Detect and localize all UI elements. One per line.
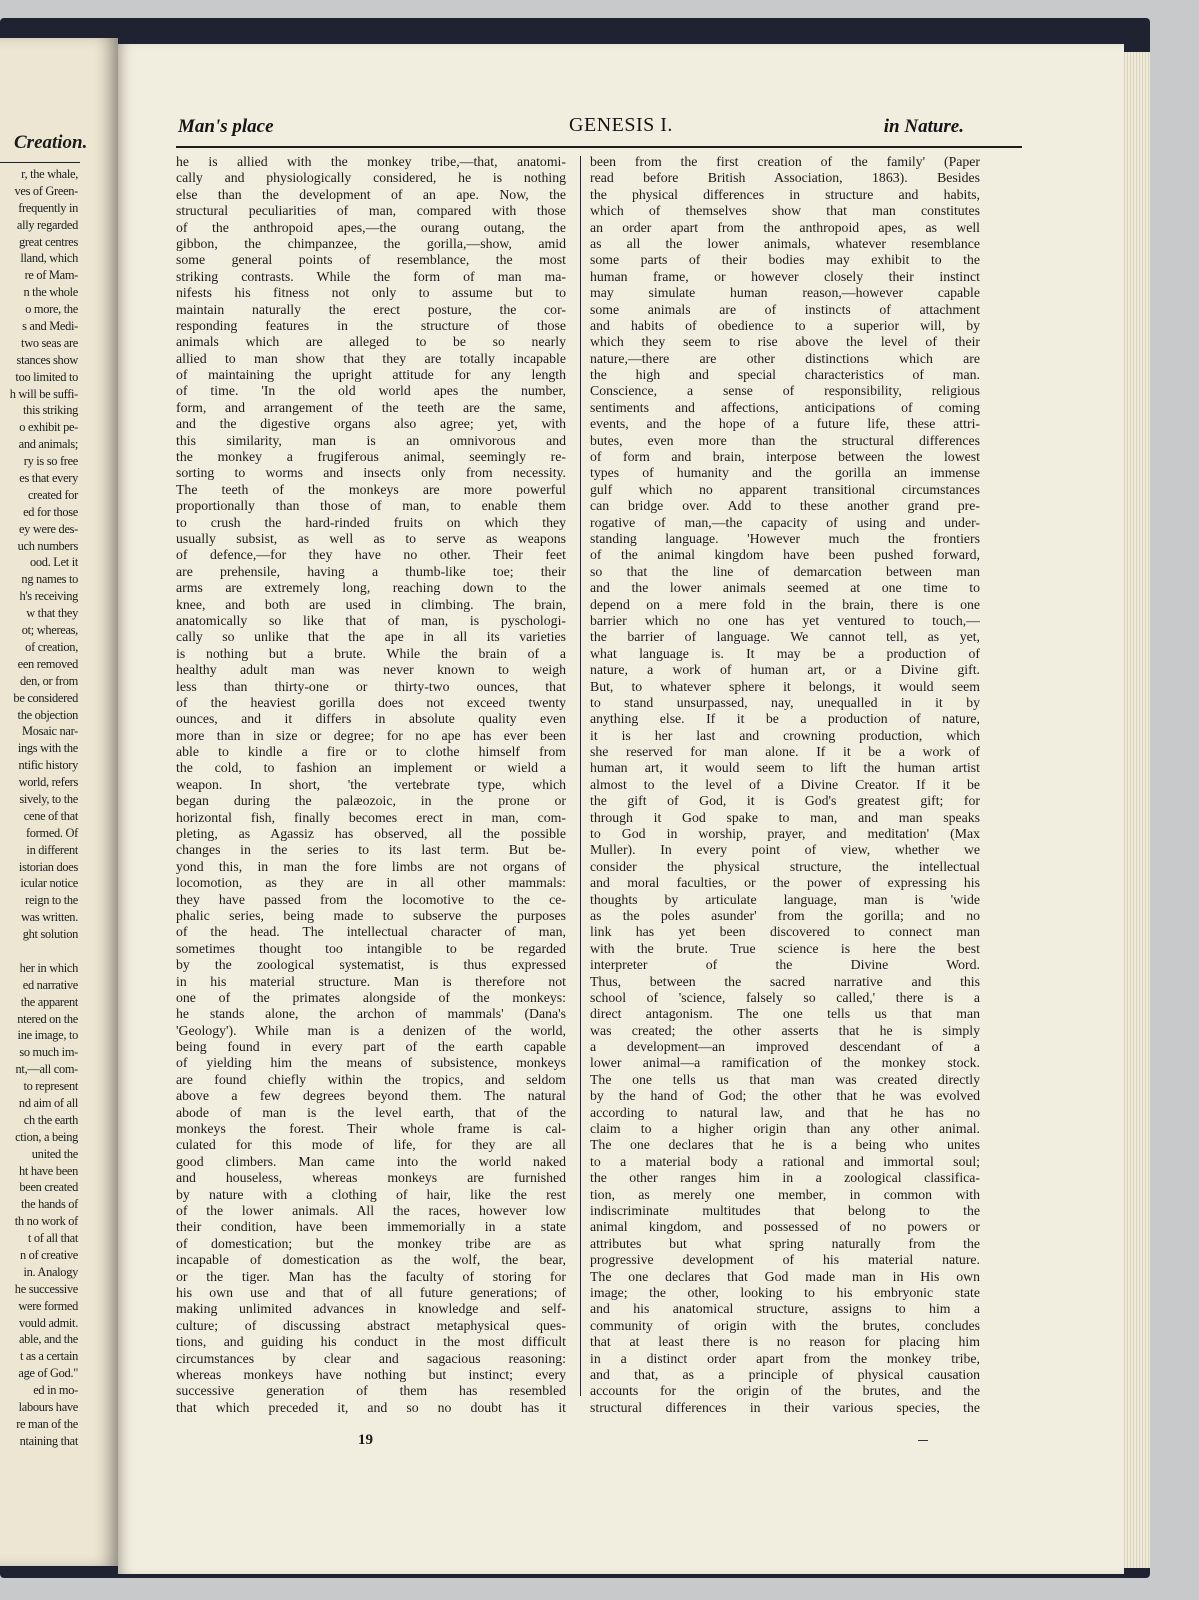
text-line: nifests his fitness not only to assume but to [176,285,566,301]
left-text-line: ch the earth [23,1112,78,1127]
text-line: the other ranges him in a zoological classifica- [590,1170,980,1186]
running-head-right: in Nature. [883,116,964,137]
left-text-line: ry is so free [23,454,78,469]
text-line: butes, even more than the structural differences [590,432,980,448]
text-line: that which preceded it, and so no doubt has it [176,1399,566,1415]
text-line: the gift of God, it is God's greatest gift; for [590,793,980,809]
text-line: maintain naturally the erect posture, the cor- [176,301,566,317]
text-line: she reserved for man alone. If it be a work of [590,744,980,760]
text-line: and the digestive organs also agree; yet, with [176,416,566,432]
text-line: to a material body a rational and immortal soul; [590,1153,980,1169]
text-line: structural peculiarities of man, compared with those [176,203,566,219]
text-line: the physical differences in structure and habits, [590,186,980,202]
text-line: what language is. It may be a production of [590,645,980,661]
text-line: he is allied with the monkey tribe,—that, anatomi- [176,154,566,169]
text-line: weapon. In short, 'the vertebrate type, which [176,776,566,792]
left-text-line: world, refers [18,775,78,790]
left-text-line: ine image, to [17,1028,78,1043]
text-line: almost to the level of a Divine Creator. If it be [590,776,980,792]
header-rule [176,146,1022,148]
left-text-line: ht have been [18,1163,78,1178]
text-line: their condition, have been immemorially in a state [176,1219,566,1235]
text-line: above a few degrees beyond them. The natural [176,1088,566,1104]
text-line: able to kindle a fire or to clothe himself from [176,744,566,760]
text-line: locomotion, as they are in all other mammals: [176,875,566,891]
running-head-left: Man's place [178,116,274,137]
left-text-line: n of creative [19,1248,78,1262]
text-line: healthy adult man was never known to weigh [176,662,566,678]
left-text-line: uch numbers [17,538,78,553]
text-line: nature,—there are other distinctions which are [590,350,980,366]
left-text-line: and animals; [18,437,78,452]
text-line: standing language. 'However much the frontiers [590,530,980,546]
left-page-header: Creation. [14,132,88,153]
text-line: ounces, and it differs in absolute quality even [176,711,566,727]
text-line: that at least there is no reason for placing him [590,1334,980,1350]
text-line: an order apart from the anthropoid apes, as well [590,219,980,235]
left-text-line: es that every [19,471,78,486]
text-line: monkeys the forest. Their whole frame is cal- [176,1121,566,1137]
text-line: it is her last and crowning production, which [590,727,980,743]
text-line: accounts for the origin of the brutes, and the [590,1383,980,1399]
text-line: began during the palæozoic, in the prone or [176,793,566,809]
left-text-line: ed narrative [22,977,78,992]
text-line: good climbers. Man came into the world naked [176,1153,566,1169]
text-line: are found chiefly within the tropics, and seldom [176,1071,566,1087]
right-page [118,44,1124,1574]
left-text-line: reign to the [25,893,78,908]
left-text-line: great centres [18,234,78,249]
text-line: consider the physical structure, the intellectual [590,858,980,874]
text-line: 'Geology'). While man is a denizen of the world, [176,1022,566,1038]
left-text-line: ves of Green- [14,183,78,198]
text-line: and his anatomical structure, assigns to him a [590,1301,980,1317]
left-text-line: frequently in [18,200,78,215]
text-line: been from the first creation of the family' (Paper [590,154,980,169]
text-line: human art, it would seem to lift the human artist [590,760,980,776]
page-number: 19 [358,1432,373,1448]
left-text-line: united the [31,1146,78,1161]
text-line: The one declares that God made man in His own [590,1268,980,1284]
text-line: human frame, or however closely their instinct [590,268,980,284]
left-text-line: able, and the [18,1332,78,1347]
text-column-1 [176,154,566,1416]
left-text-line: r, the whale, [21,167,78,181]
text-line: indiscriminate multitudes that belong to the [590,1203,980,1218]
left-page-text [0,166,78,1450]
text-line: more than in size or degree; for no ape has ever been [176,727,566,743]
text-line: through it God spake to man, and man speaks [590,809,980,825]
left-text-line: vould admit. [18,1315,78,1330]
left-text-line: t as a certain [19,1349,78,1364]
text-line: responding features in the structure of those [176,317,566,333]
left-text-line: of creation, [25,639,78,654]
text-line: Thus, between the sacred narrative and this [590,973,980,989]
left-text-line: nt,—all com- [15,1062,78,1077]
text-line: of time. 'In the old world apes the number, [176,383,566,399]
text-line: whereas monkeys have nothing but instinct; every [176,1366,566,1382]
left-text-line: cene of that [23,808,78,823]
left-text-line: h will be suffi- [9,386,78,401]
text-line: some general points of resemblance, the most [176,252,566,268]
text-line: of the head. The intellectual character of man, [176,924,566,940]
left-text-line: was written. [21,910,78,925]
text-line: abode of man is the level earth, that of the [176,1104,566,1120]
page-edges [1122,52,1150,1568]
text-line: of the anthropoid apes,—the ourang outang, the [176,219,566,235]
text-line: which of themselves show that man constitutes [590,203,980,219]
text-line: claim to a higher origin than any other animal. [590,1121,980,1137]
text-line: thoughts by articulate language, man is 'wide [590,891,980,907]
text-line: this similarity, man is an omnivorous and [176,432,566,448]
text-line: are prehensile, having a thumb-like toe; their [176,563,566,579]
text-line: in his material structure. Man is therefore not [176,973,566,989]
text-line: animals which are alleged to be so nearly [176,334,566,350]
text-line: making unlimited advances in knowledge and self- [176,1301,566,1317]
text-line: tions, and guiding his conduct in the most difficult [176,1334,566,1350]
running-head-title: GENESIS I. [569,114,673,136]
text-line: attributes but what spring naturally from the [590,1235,980,1251]
text-line: as all the lower animals, whatever resemblance [590,235,980,251]
text-line: one of the primates alongside of the monkeys: [176,989,566,1005]
text-line: allied to man show that they are totally incapable [176,350,566,366]
left-text-line: her in which [19,960,78,975]
text-line: The one tells us that man was created directly [590,1071,980,1087]
left-text-line: h's receiving [19,589,78,604]
text-line: usually subsist, as well as to serve as weapons [176,530,566,546]
text-line: to crush the hard-rinded fruits on which they [176,514,566,530]
text-line: link has yet been discovered to connect man [590,924,980,940]
text-line: Conscience, a sense of responsibility, religious [590,383,980,399]
text-line: of the lower animals. All the races, however low [176,1203,566,1218]
left-text-line: he successive [14,1281,78,1296]
left-text-line: created for [27,487,78,502]
left-text-line: the objection [17,707,78,722]
left-text-line: ng names to [21,572,78,587]
left-text-line: th no work of [14,1214,78,1229]
left-text-line: een removed [17,656,78,671]
text-line: successive generation of them has resembled [176,1383,566,1399]
text-line: by nature with a clothing of hair, like the rest [176,1186,566,1202]
text-line: But, to whatever sphere it belongs, it would seem [590,678,980,694]
text-line: anatomically so like that of man, is pyschologi- [176,612,566,628]
left-text-line: two seas are [21,335,78,350]
text-line: was created; the other asserts that he is simply [590,1022,980,1038]
left-text-line: been created [19,1180,78,1195]
text-line: anything else. If it be a production of nature, [590,711,980,727]
text-line: knee, and both are used in climbing. The brain, [176,596,566,612]
left-text-line: the hands of [21,1197,78,1212]
text-line: so that the line of demarcation between man [590,563,980,579]
left-page-rule [0,162,80,163]
left-text-line: lland, which [20,251,78,266]
left-text-line: to represent [23,1079,78,1094]
text-line: form, and arrangement of the teeth are the same, [176,399,566,415]
text-line: sorting to worms and insects only from necessity. [176,465,566,481]
text-line: depend on a mere fold in the brain, there is one [590,596,980,612]
text-line: direct antagonism. The one tells us that man [590,1006,980,1022]
text-line: rogative of man,—the capacity of using and under- [590,514,980,530]
left-text-line: re man of the [16,1416,78,1431]
text-line: sentiments and affections, anticipations of coming [590,399,980,415]
text-line: incapable of domestication as the wolf, the bear, [176,1252,566,1268]
text-line: some parts of their bodies may exhibit to the [590,252,980,268]
left-text-line: labours have [18,1400,78,1415]
text-line: of maintaining the upright attitude for any length [176,367,566,383]
text-line: culture; of discussing abstract metaphysical ques- [176,1317,566,1333]
text-line: structural differences in their various species, the [590,1399,980,1415]
left-text-line: age of God." [18,1366,78,1381]
text-line: yond this, in man the fore limbs are not organs of [176,858,566,874]
left-page [0,38,118,1566]
text-line: striking contrasts. While the form of man ma- [176,268,566,284]
text-line: cally so unlike that the ape in all its varieties [176,629,566,645]
left-text-line: t of all that [27,1231,78,1246]
text-line: some animals are of instincts of attachment [590,301,980,317]
text-line: or the tiger. Man has the faculty of storing for [176,1268,566,1284]
left-text-line: this striking [23,403,78,418]
left-text-line: formed. Of [25,825,78,840]
text-line: which they seem to rise above the level of their [590,334,980,350]
text-line: and moral faculties, or the power of expressing his [590,875,980,891]
left-text-line: istorian does [18,859,78,874]
text-line: by the hand of God; the other that he was evolved [590,1088,980,1104]
text-line: of yielding him the means of subsistence, monkeys [176,1055,566,1071]
left-text-line: be considered [13,690,78,705]
left-text-line: were formed [18,1298,78,1313]
left-text-line: ings with the [17,741,78,756]
text-line: barrier which no one has yet ventured to touch,— [590,612,980,628]
left-text-line: the apparent [20,994,78,1009]
left-text-line: ed in mo- [33,1383,78,1398]
text-line: of form and brain, interpose between the lowest [590,449,980,465]
text-line: tion, as merely one member, in common with [590,1186,980,1202]
left-text-line: ood. Let it [30,555,78,570]
text-line: proportionally than those of man, to enable them [176,498,566,514]
text-line: and habits of obedience to a superior will, by [590,317,980,333]
text-line: can bridge over. Add to these another grand pre- [590,498,980,514]
text-line: The one declares that he is a being who unites [590,1137,980,1153]
left-text-line: o more, the [25,302,78,317]
text-line: by the zoological systematist, is thus expressed [176,957,566,973]
left-text-line: ntific history [18,758,78,773]
text-line: a development—an improved descendant of a [590,1039,980,1055]
left-text-line: Mosaic nar- [22,724,78,739]
text-line: of the heaviest gorilla does not exceed twenty [176,694,566,710]
text-line: arms are extremely long, reaching down to the [176,580,566,596]
text-line: in a distinct order apart from the monkey tribe, [590,1350,980,1366]
text-line: gibbon, the chimpanzee, the gorilla,—show, amid [176,235,566,251]
text-line: horizontal fish, finally becomes erect in man, com- [176,809,566,825]
text-line: Muller). In every point of view, whether we [590,842,980,858]
text-line: and that, as a principle of physical causation [590,1366,980,1382]
left-text-line: in different [26,842,78,857]
text-line: the cold, to fashion an implement or wield a [176,760,566,776]
left-text-line: ction, a being [15,1129,78,1144]
left-text-line: ntaining that [19,1433,78,1448]
text-line: events, and the hope of a future life, these attri- [590,416,980,432]
text-line: animal kingdom, and possessed of no powers or [590,1219,980,1235]
text-line: circumstances by clear and sagacious reasoning: [176,1350,566,1366]
left-text-line: ght solution [22,927,78,942]
text-line: community of origin with the brutes, concludes [590,1317,980,1333]
text-line: sometimes thought too intangible to be regarded [176,940,566,956]
text-line: and houseless, whereas monkeys are furnished [176,1170,566,1186]
text-line: less than thirty-one or thirty-two ounces, that [176,678,566,694]
text-line: of domestication; but the monkey tribe are as [176,1235,566,1251]
left-text-line: re of Mam- [24,268,78,283]
text-line: with the brute. True science is here the best [590,940,980,956]
left-text-line: ally regarded [16,217,78,232]
text-line: and the lower animals seemed at one time to [590,580,980,596]
text-line: may simulate human reason,—however capable [590,285,980,301]
text-line: as the poles asunder' from the gorilla; and no [590,907,980,923]
left-text-line: ey were des- [18,521,78,536]
text-line: pleting, as Agassiz has observed, all the possible [176,826,566,842]
text-line: the high and special characteristics of man. [590,367,980,383]
text-line: being found in every part of the earth capable [176,1039,566,1055]
text-line: to God in worship, prayer, and meditation' (Max [590,826,980,842]
text-line: school of 'science, falsely so called,' there is a [590,989,980,1005]
left-text-line: ed for those [23,504,78,519]
left-text-line: sively, to the [19,791,78,806]
text-line: nature, a work of human art, or a Divine gift. [590,662,980,678]
text-line: progressive development of his material nature. [590,1252,980,1268]
text-line: is nothing but a brute. While the brain of a [176,645,566,661]
text-line: the monkey a frugiferous animal, seemingly re- [176,449,566,465]
left-text-line: ntered on the [17,1011,78,1026]
left-text-line: nd aim of all [18,1095,78,1110]
text-line: read before British Association, 1863). Besides [590,170,980,186]
text-line: changes in the series to its last term. But be- [176,842,566,858]
left-text-line: den, or from [20,673,78,688]
left-text-line: s and Medi- [22,319,78,334]
text-line: interpreter of the Divine Word. [590,957,980,973]
left-text-line: o exhibit pe- [19,420,78,435]
left-text-line: stances show [16,352,78,367]
text-line: according to natural law, and that he has no [590,1104,980,1120]
text-column-2 [590,154,980,1416]
text-line: gulf which no apparent transitional circumstances [590,481,980,497]
text-line: his own use and that of all future generations; of [176,1284,566,1300]
left-text-line: in. Analogy [23,1264,78,1279]
text-line: they have passed from the locomotive to the ce- [176,891,566,907]
text-line: lower animal—a ramification of the monkey stock. [590,1055,980,1071]
left-text-line: icular notice [20,876,78,891]
text-line: of defence,—for they have no other. Their feet [176,547,566,563]
text-line: the barrier of language. We cannot tell, as yet, [590,629,980,645]
left-text-line: so much im- [19,1045,78,1060]
text-line: types of humanity and the gorilla an immense [590,465,980,481]
text-line: cally and physiologically considered, he is nothing [176,170,566,186]
text-line: he stands alone, the archon of mammals' (Dana's [176,1006,566,1022]
left-text-line: n the whole [23,285,78,300]
footer-mark [918,1440,928,1441]
text-line: phalic series, being made to subserve the purposes [176,907,566,923]
text-line: image; the other, looking to his embryonic state [590,1284,980,1300]
left-text-line: w that they [26,606,78,621]
column-divider [580,156,581,1396]
text-line: else than the development of an ape. Now, the [176,186,566,202]
text-line: to stand unsurpassed, nay, unequalled in it by [590,694,980,710]
text-line: culated for this mode of life, for they are all [176,1137,566,1153]
text-line: of the animal kingdom have been pushed forward, [590,547,980,563]
left-text-line: too limited to [15,369,78,384]
left-text-line: ot; whereas, [21,623,78,638]
left-text-line [0,943,78,960]
text-line: The teeth of the monkeys are more powerful [176,481,566,497]
